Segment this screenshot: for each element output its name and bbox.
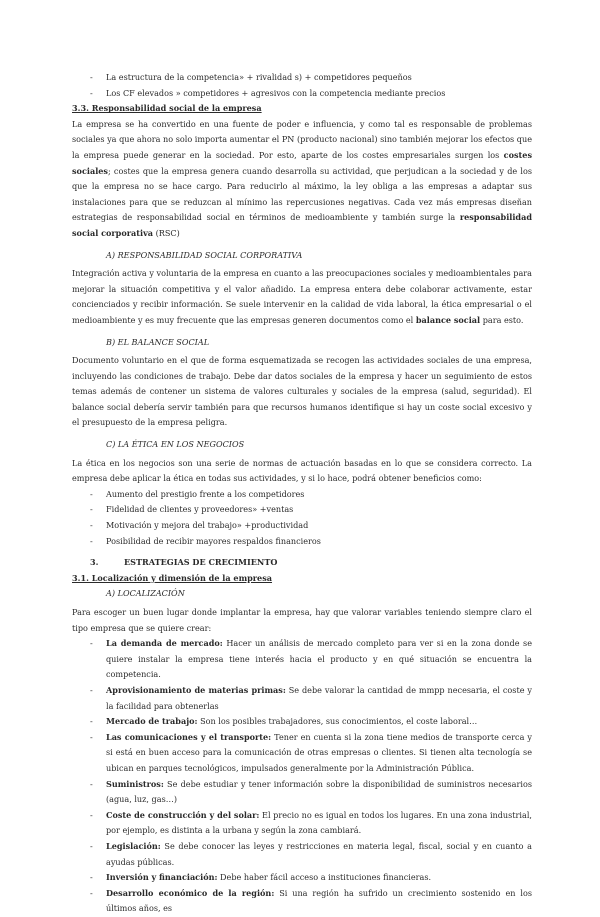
section-heading-3-1: 3.1. Localización y dimensión de la empresa [72, 572, 273, 583]
list-item: - Inversión y financiación: Debe haber fácil acceso a instituciones financieras. [90, 872, 432, 883]
list-item: - La estructura de la competencia» + rivalidad s) + competidores pequeños [90, 72, 412, 82]
paragraph-localizacion: Para escoger un buen lugar donde implantar la empresa, hay que valorar variables teniendo siempre claro el tipo empresa que se quiere crear: [72, 607, 532, 633]
list-item: - Motivación y mejora del trabajo» +productividad [90, 520, 309, 531]
list-item: - Fidelidad de clientes y proveedores» +ventas [90, 504, 294, 515]
list-item: - Posibilidad de recibir mayores respaldos financieros [90, 535, 321, 546]
subheading-localizacion: A) LOCALIZACIÓN [106, 588, 185, 599]
subheading-etica: C) LA ÉTICA EN LOS NEGOCIOS [106, 439, 245, 450]
paragraph-balance-social: Documento voluntario en el que de forma esquematizada se recogen las actividades sociales de una empresa, incluyendo las condiciones de trabajo. Debe dar datos sociales de la empresa y hacer un seguimiento de estos temas además de contener un sistema de valores culturales y sociales de la empresa (salud, seguridad). El balance social debería servir también para que recursos humanos identifique si hay un coste social excesivo y el presupuesto de la empresa peligra. [72, 355, 532, 428]
list-item: - Aprovisionamiento de materias primas: Se debe valorar la cantidad de mmpp necesaria, el coste y la facilidad para obtenerlas [90, 684, 532, 711]
list-item: - La demanda de mercado: Hacer un análisis de mercado completo para ver si en la zona donde se quiere instalar la empresa tiene interés hacia el producto y en qué situación se encuentra la competencia. [90, 638, 532, 680]
paragraph-rsc-intro: La empresa se ha convertido en una fuente de poder e influencia, y como tal es responsable de problemas sociales ya que ahora no solo importa aumentar el PN (producto nacional) sino también mejorar los efectos que la empresa puede generar en la sociedad. Por esto, aparte de los costes empresariales surgen los costes sociales; costes que la empresa genera cuando desarrolla su actividad, que perjudican a la sociedad y de los que la empresa no se hace cargo. Para reducirlo al máximo, la ley obliga a las empresas a adaptar sus instalaciones para que se reduzcan al mínimo las repercusiones negativas. Cada vez más empresas diseñan estrategias de responsabilidad social en términos de medioambiente y también surge la responsabilidad social corporativa (RSC) [72, 118, 532, 238]
list-item: - Mercado de trabajo: Son los posibles trabajadores, sus conocimientos, el coste laboral… [90, 716, 478, 727]
section-heading-3: 3. ESTRATEGIAS DE CRECIMIENTO [90, 557, 278, 568]
list-item: - Los CF elevados » competidores + agresivos con la competencia mediante precios [90, 87, 446, 98]
paragraph-rsc: Integración activa y voluntaria de la empresa en cuanto a las preocupaciones sociales y medioambientales para mejorar la situación competitiva y el valor añadido. La empresa entera debe colaborar activamente, estar concienciados y recibir información. Se suele intervenir en la calidad de vida laboral, la ética empresarial o el medioambiente y es muy frecuente que las empresas generen documentos como el balance social para esto. [72, 268, 532, 325]
list-item: - Suministros: Se debe estudiar y tener información sobre la disponibilidad de suministros necesarios (agua, luz, gas…) [90, 778, 532, 805]
subheading-rsc: A) RESPONSABILIDAD SOCIAL CORPORATIVA [106, 249, 303, 260]
subheading-balance-social: B) EL BALANCE SOCIAL [106, 336, 210, 347]
list-item: - Las comunicaciones y el transporte: Tener en cuenta si la zona tiene medios de transporte cerca y si está en buen acceso para la comunicación de otras empresas o clientes. Si tienen alta tecnología se ubican en parques tecnológicos, impulsados generalmente por la Administración Pública. [90, 731, 532, 773]
paragraph-etica: La ética en los negocios son una serie de normas de actuación basadas en lo que se considera correcto. La empresa debe aplicar la ética en todas sus actividades, y si lo hace, podrá obtener beneficios como: [72, 457, 532, 484]
list-item: - Aumento del prestigio frente a los competidores [90, 488, 305, 499]
section-heading-3-3: 3.3. Responsabilidad social de la empresa [72, 103, 262, 114]
list-item: - Coste de construcción y del solar: El precio no es igual en todos los lugares. En una zona industrial, por ejemplo, es distinta a la urbana y según la zona cambiará. [90, 809, 532, 836]
list-item: - Legislación: Se debe conocer las leyes y restricciones en materia legal, fiscal, social y en cuanto a ayudas públicas. [90, 840, 532, 867]
document-page [72, 70, 532, 917]
list-item: - Desarrollo económico de la región: Si una región ha sufrido un crecimiento sostenido en los últimos años, es [90, 887, 532, 914]
